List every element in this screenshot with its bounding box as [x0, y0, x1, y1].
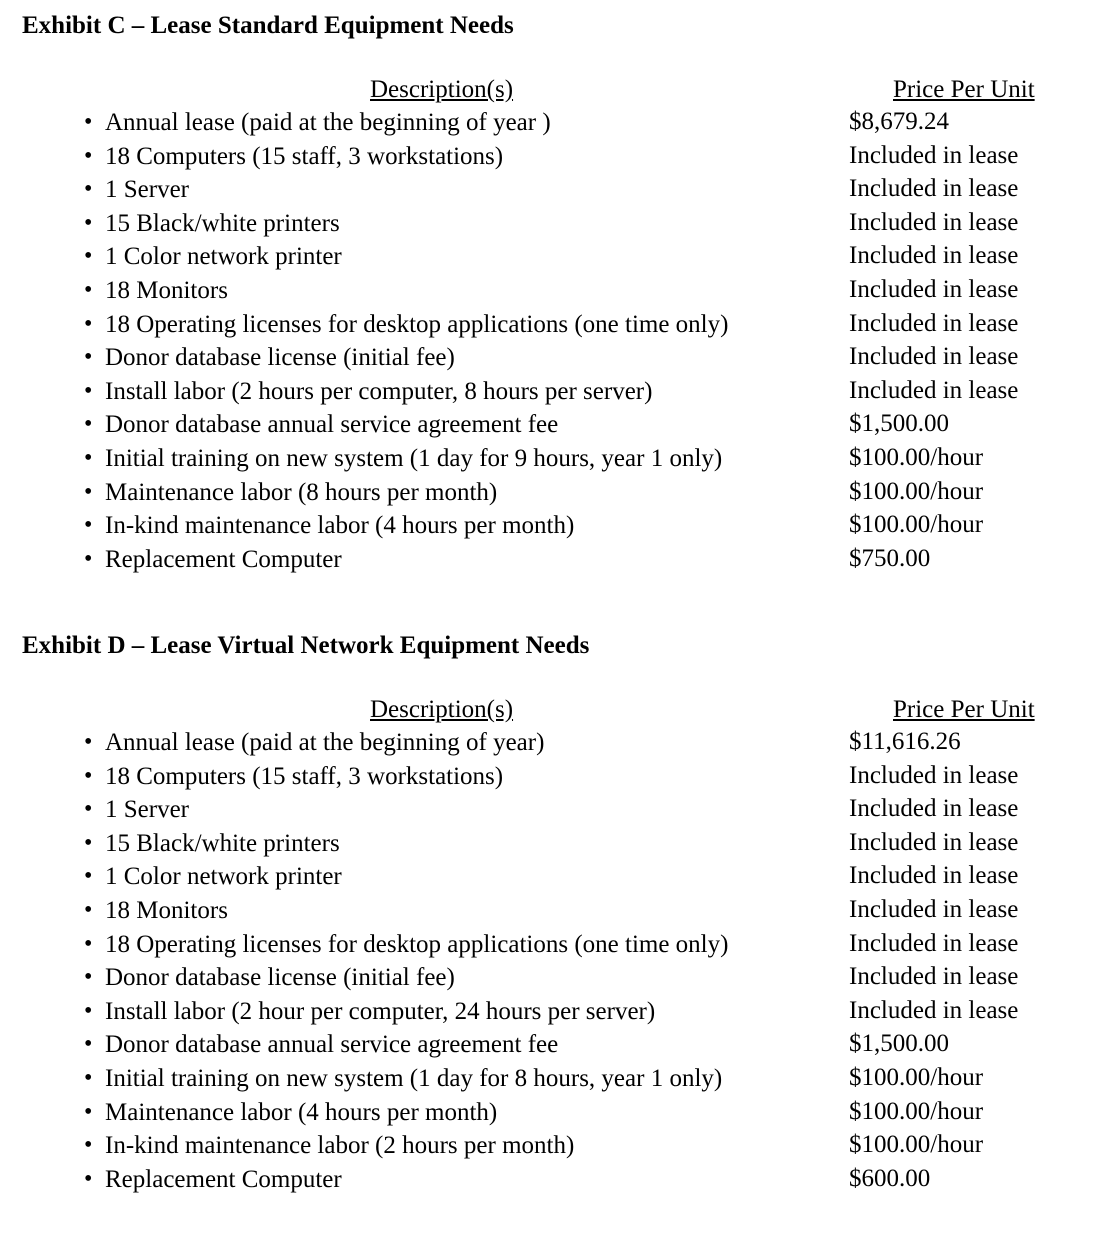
item-description: Replacement Computer	[105, 545, 342, 573]
bullet-icon: •	[84, 411, 93, 438]
equipment-list	[0, 108, 1094, 578]
equipment-row	[0, 209, 1094, 243]
equipment-row	[0, 142, 1094, 176]
equipment-row	[0, 896, 1094, 930]
item-description: In-kind maintenance labor (2 hours per month)	[105, 1132, 575, 1160]
description-column-header: Description(s)	[370, 696, 514, 723]
item-description: 1 Server	[105, 176, 189, 204]
item-description: Maintenance labor (4 hours per month)	[105, 1098, 498, 1126]
item-price: Included in lease	[849, 208, 1019, 236]
bullet-icon: •	[84, 1132, 93, 1159]
equipment-row	[0, 377, 1094, 411]
item-description: 18 Computers (15 staff, 3 workstations)	[105, 142, 504, 170]
bullet-icon: •	[84, 176, 93, 203]
item-description: 18 Monitors	[105, 276, 228, 304]
item-description: 1 Server	[105, 796, 189, 824]
bullet-icon: •	[84, 310, 93, 337]
item-description: Replacement Computer	[105, 1165, 342, 1193]
bullet-icon: •	[84, 243, 93, 270]
item-price: $100.00/hour	[849, 1131, 984, 1159]
item-description: Annual lease (paid at the beginning of year )	[105, 109, 551, 136]
item-price: Included in lease	[849, 963, 1019, 991]
bullet-icon: •	[84, 1064, 93, 1091]
bullet-icon: •	[84, 796, 93, 823]
equipment-row	[0, 242, 1094, 276]
item-price: $11,616.26	[849, 728, 961, 755]
item-price: Included in lease	[849, 795, 1019, 823]
item-price: Included in lease	[849, 929, 1019, 957]
item-price: Included in lease	[849, 343, 1019, 371]
equipment-row	[0, 762, 1094, 796]
equipment-row	[0, 1165, 1094, 1199]
item-description: Install labor (2 hour per computer, 24 hours per server)	[105, 997, 656, 1025]
description-column-header: Description(s)	[370, 76, 514, 103]
item-description: 18 Operating licenses for desktop applications (one time only)	[105, 930, 729, 958]
item-price: Included in lease	[849, 761, 1019, 789]
bullet-icon: •	[84, 762, 93, 789]
item-description: Donor database annual service agreement fee	[105, 1031, 559, 1059]
bullet-icon: •	[84, 478, 93, 505]
bullet-icon: •	[84, 344, 93, 371]
equipment-row	[0, 410, 1094, 444]
bullet-icon: •	[84, 109, 93, 135]
equipment-row	[0, 997, 1094, 1031]
item-price: $1,500.00	[849, 1030, 949, 1058]
bullet-icon: •	[84, 964, 93, 991]
bullet-icon: •	[84, 444, 93, 471]
equipment-list	[0, 728, 1094, 1198]
item-price: Included in lease	[849, 376, 1019, 404]
bullet-icon: •	[84, 896, 93, 923]
bullet-icon: •	[84, 729, 93, 755]
equipment-row	[0, 478, 1094, 512]
item-description: 1 Color network printer	[105, 243, 342, 271]
item-price: $100.00/hour	[849, 1097, 984, 1125]
bullet-icon: •	[84, 997, 93, 1024]
item-price: $1,500.00	[849, 410, 949, 438]
item-price: Included in lease	[849, 141, 1019, 169]
equipment-row	[0, 963, 1094, 997]
item-description: 15 Black/white printers	[105, 209, 340, 237]
item-price: Included in lease	[849, 275, 1019, 303]
item-price: Included in lease	[849, 175, 1019, 203]
equipment-row	[0, 444, 1094, 478]
equipment-row	[0, 276, 1094, 310]
item-price: Included in lease	[849, 309, 1019, 337]
item-price: Included in lease	[849, 862, 1019, 890]
item-price: Included in lease	[849, 828, 1019, 856]
equipment-row	[0, 1098, 1094, 1132]
item-price: $100.00/hour	[849, 477, 984, 505]
item-description: Donor database license (initial fee)	[105, 344, 455, 372]
item-price: $600.00	[849, 1164, 931, 1192]
bullet-icon: •	[84, 1031, 93, 1058]
equipment-row	[0, 108, 1094, 142]
equipment-row	[0, 1131, 1094, 1165]
item-description: Initial training on new system (1 day for 8 hours, year 1 only)	[105, 1064, 723, 1092]
exhibit-title: Exhibit D – Lease Virtual Network Equipment Needs	[22, 632, 590, 659]
bullet-icon: •	[84, 276, 93, 303]
item-price: Included in lease	[849, 242, 1019, 270]
equipment-row	[0, 1030, 1094, 1064]
equipment-row	[0, 343, 1094, 377]
equipment-row	[0, 310, 1094, 344]
item-description: 15 Black/white printers	[105, 829, 340, 857]
item-price: $100.00/hour	[849, 511, 984, 539]
item-price: Included in lease	[849, 895, 1019, 923]
item-description: 18 Computers (15 staff, 3 workstations)	[105, 762, 504, 790]
bullet-icon: •	[84, 209, 93, 236]
bullet-icon: •	[84, 829, 93, 856]
item-price: $8,679.24	[849, 108, 949, 135]
price-column-header: Price Per Unit	[893, 696, 1035, 723]
item-description: Donor database license (initial fee)	[105, 964, 455, 992]
equipment-row	[0, 862, 1094, 896]
bullet-icon: •	[84, 930, 93, 957]
equipment-row	[0, 728, 1094, 762]
exhibit-title: Exhibit C – Lease Standard Equipment Needs	[22, 12, 514, 39]
item-price: $100.00/hour	[849, 1063, 984, 1091]
equipment-row	[0, 511, 1094, 545]
item-price: $100.00/hour	[849, 443, 984, 471]
bullet-icon: •	[84, 545, 93, 572]
bullet-icon: •	[84, 142, 93, 169]
item-description: 18 Monitors	[105, 896, 228, 924]
bullet-icon: •	[84, 1165, 93, 1192]
equipment-row	[0, 175, 1094, 209]
item-price: $750.00	[849, 544, 931, 572]
equipment-row	[0, 795, 1094, 829]
bullet-icon: •	[84, 1098, 93, 1125]
price-column-header: Price Per Unit	[893, 76, 1035, 103]
equipment-row	[0, 930, 1094, 964]
bullet-icon: •	[84, 377, 93, 404]
item-description: Maintenance labor (8 hours per month)	[105, 478, 498, 506]
item-description: Donor database annual service agreement fee	[105, 411, 559, 439]
bullet-icon: •	[84, 863, 93, 890]
item-description: Initial training on new system (1 day for 9 hours, year 1 only)	[105, 444, 723, 472]
item-description: 18 Operating licenses for desktop applications (one time only)	[105, 310, 729, 338]
bullet-icon: •	[84, 512, 93, 539]
item-description: In-kind maintenance labor (4 hours per month)	[105, 512, 575, 540]
item-description: 1 Color network printer	[105, 863, 342, 891]
item-description: Annual lease (paid at the beginning of year)	[105, 729, 545, 756]
equipment-row	[0, 1064, 1094, 1098]
item-price: Included in lease	[849, 996, 1019, 1024]
item-description: Install labor (2 hours per computer, 8 hours per server)	[105, 377, 653, 405]
equipment-row	[0, 545, 1094, 579]
equipment-row	[0, 829, 1094, 863]
